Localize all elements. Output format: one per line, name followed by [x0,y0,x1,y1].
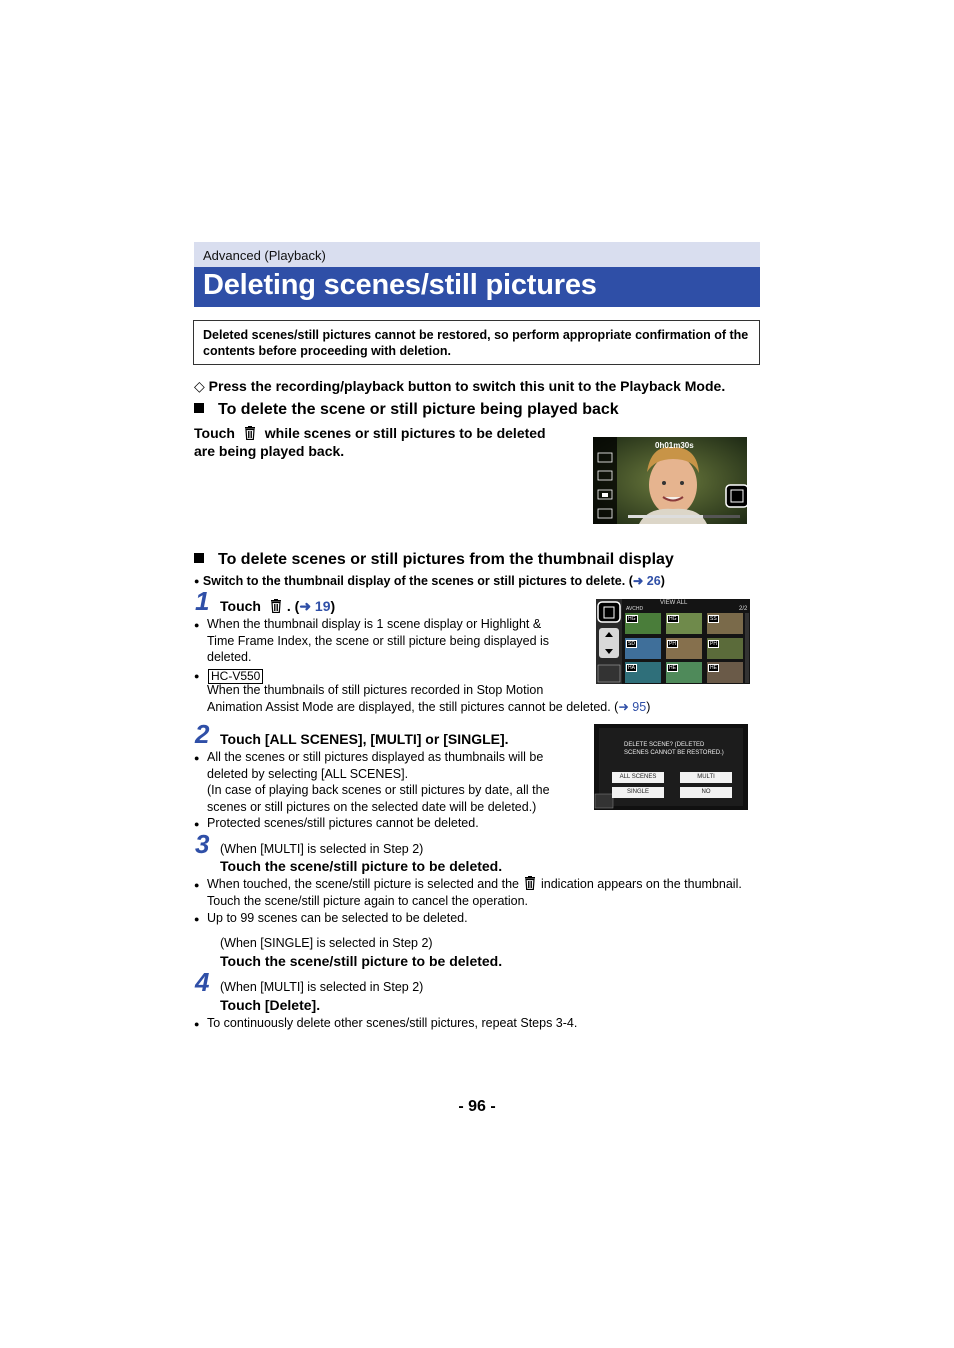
thumb-badge: PH [710,641,717,647]
bullet-dot: ● [194,753,200,763]
step1-sep: . ( [286,598,300,614]
trash-icon [524,876,536,890]
step3-bullet2: Up to 99 scenes can be selected to be deleted. [207,911,468,925]
thumb-badge: HG [628,616,636,622]
page-indicator: 2/2 [739,606,748,612]
step1-b1-line3: deleted. [207,650,252,664]
bullet-dot: ● [194,1019,200,1029]
step2-b1-line3: (In case of playing back scenes or still pictures by date, all the [207,783,550,797]
step2-instruction: Touch [ALL SCENES], [MULTI] or [SINGLE]. [220,731,509,747]
section-label: Advanced (Playback) [203,248,326,263]
no-button[interactable]: NO [680,787,732,798]
playback-time: 0h01m30s [655,441,694,450]
instruction-line2: are being played back. [194,443,345,459]
playback-screen [593,437,747,524]
step1-bullet1 [207,616,587,666]
thumb-badge: HE [669,665,676,671]
all-scenes-button[interactable]: ALL SCENES [612,772,664,783]
step4-action: Touch [Delete]. [220,997,321,1013]
thumb-badge: SS [710,616,717,622]
section1-heading-text: To delete the scene or still picture being played back [218,401,619,418]
thumb-badge: HG [669,616,677,622]
section-band [194,242,760,267]
step1-b1-line2: Time Frame Index, the scene or still picture being displayed is [207,633,550,648]
thumbnail-screen [596,599,750,684]
thumb-badge: PH [669,641,676,647]
square-bullet-icon [194,553,204,563]
step4-bullet1: To continuously delete other scenes/still pictures, repeat Steps 3-4. [207,1016,578,1030]
page-title: Deleting scenes/still pictures [203,269,597,301]
square-bullet-icon [194,403,204,413]
bullet-dot: ● [194,914,200,924]
dialog-message-line1: DELETE SCENE? (DELETED [624,742,705,748]
warning-text: Deleted scenes/still pictures cannot be restored, so perform appropriate confirmation of the contents before proceeding with deletion. [203,328,749,358]
single-button[interactable]: SINGLE [612,787,664,798]
title-band [194,267,760,307]
section2-heading-text: To delete scenes or still pictures from the thumbnail display [218,551,674,568]
step2-b1-line2: deleted by selecting [ALL SCENES]. [207,766,409,781]
instruction-rest: while scenes or still pictures to be deleted [264,425,546,441]
bullet-dot: ● [194,880,200,890]
page-link-26[interactable]: ➜ 26 [632,574,661,588]
intro-line [194,378,725,395]
step1-b2-line1: When the thumbnails of still pictures recorded in Stop Motion [207,683,544,697]
step2-b1-line4: scenes or still pictures on the selected date will be deleted.) [207,799,537,814]
step-number-1: 1 [195,586,210,616]
trash-icon [244,426,256,440]
step2-bullet2: Protected scenes/still pictures cannot be deleted. [207,816,479,830]
thumb-badge: HE [710,665,717,671]
prereq-close: ) [660,574,665,588]
step3-b1-text-a: When touched, the scene/still picture is selected and the [207,877,519,891]
step4-condition: (When [MULTI] is selected in Step 2) [220,980,424,994]
step1-close: ) [330,598,336,614]
step1-touch: Touch [220,598,261,614]
step3-b1-text-b: indication appears on the thumbnail. [541,877,742,891]
step3-action1: Touch the scene/still picture to be deleted. [220,858,503,874]
bullet-dot: ● [194,576,200,586]
step1-b1-line1: When the thumbnail display is 1 scene display or Highlight & [207,617,542,631]
step3-b1-line2: Touch the scene/still picture again to cancel the operation. [207,893,529,908]
instruction-touch: Touch [194,425,235,441]
step1-bullet2 [207,682,650,715]
bullet-dot: ● [194,671,200,681]
step-number-2: 2 [195,719,210,749]
step1-b2-text: Animation Assist Mode are displayed, the still pictures cannot be deleted. ( [207,699,619,714]
step2-b1-line1: All the scenes or still pictures displayed as thumbnails will be [207,750,544,764]
model-tag-text: HC-V550 [208,669,263,684]
format-label: AVCHD [626,606,644,612]
step1-b2-line2 [207,699,650,716]
section2-prereq [194,573,665,590]
prereq-text: Switch to the thumbnail display of the scenes or still pictures to delete. ( [202,574,633,588]
thumb-badge: HA [628,665,635,671]
step3-condition1: (When [MULTI] is selected in Step 2) [220,842,424,856]
dialog-screen [594,724,748,810]
step-number-4: 4 [195,967,210,997]
diamond-icon: ◇ [194,378,205,394]
page-link-95[interactable]: ➜ 95 [618,699,647,714]
step-number-3: 3 [195,829,210,859]
section1-heading [194,401,619,419]
section1-instruction [194,424,574,460]
bullet-dot: ● [194,620,200,630]
intro-text: Press the recording/playback button to switch this unit to the Playback Mode. [208,378,726,394]
view-all-tab[interactable]: VIEW ALL [660,600,688,606]
multi-button[interactable]: MULTI [680,772,732,783]
page-number: - 96 - [458,1098,496,1115]
step3-action2: Touch the scene/still picture to be deleted. [220,953,503,969]
page-link-19[interactable]: ➜ 19 [299,598,331,614]
trash-icon [270,599,282,613]
step1-b2-close: ) [646,699,651,714]
step2-bullet1 [207,749,587,815]
section2-heading [194,551,674,569]
step3-b1-line1 [207,876,742,893]
warning-box [193,320,760,365]
step3-condition2: (When [SINGLE] is selected in Step 2) [220,936,433,950]
thumb-badge: SD [628,641,635,647]
step3-bullet1 [207,876,742,909]
dialog-message-line2: SCENES CANNOT BE RESTORED.) [624,750,724,756]
bullet-dot: ● [194,819,200,829]
step1-instruction [220,598,335,615]
